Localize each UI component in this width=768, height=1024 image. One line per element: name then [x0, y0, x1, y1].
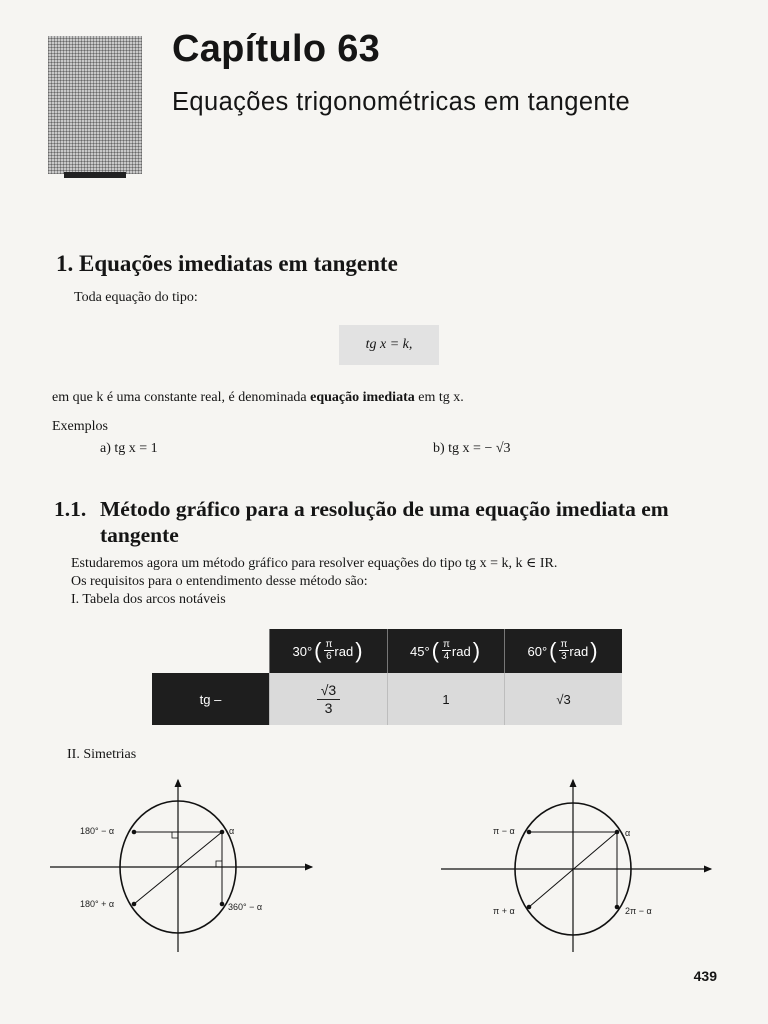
point-tr — [615, 830, 620, 835]
right-angle-mark — [216, 861, 222, 867]
table-header-30: 30° ( $\frac{\pi}{6}$ rad ) — [269, 629, 387, 673]
table-value-60 — [504, 673, 622, 725]
rad-denominator: 6 — [326, 651, 332, 662]
right-angle-mark — [172, 832, 178, 838]
table-value-30 — [269, 673, 387, 725]
label-bl: 180° + α — [80, 899, 115, 909]
section-1-1-heading-line2: tangente — [100, 523, 179, 547]
chapter-title: Equações trigonométricas em tangente — [172, 88, 631, 116]
rad-numerator: π — [325, 639, 333, 650]
point-bl — [132, 902, 137, 907]
label-tr: α — [229, 826, 235, 836]
rad-unit: rad — [334, 643, 354, 659]
row-label-tg: tg — [199, 691, 211, 707]
formula-text: tg x = k, — [365, 337, 413, 352]
rad-numerator: π — [442, 639, 450, 650]
table-row-label: tg – — [152, 673, 269, 725]
point-br — [615, 905, 620, 910]
label-bl: π + α — [493, 906, 515, 916]
header-degrees: 30° — [292, 643, 313, 659]
value-text: √3 — [556, 691, 571, 707]
notable-arcs-table — [152, 629, 622, 725]
value-denominator: 3 — [317, 699, 341, 716]
rad-denominator: 3 — [561, 651, 567, 662]
section-1-heading: 1. Equações imediatas em tangente — [56, 251, 398, 276]
requirement-item-2: II. Simetrias — [67, 747, 137, 762]
intro-text: Toda equação do tipo: — [74, 290, 198, 305]
label-tl: π − α — [493, 826, 515, 836]
point-tr — [220, 830, 225, 835]
header-degrees: 60° — [527, 643, 548, 659]
value-numerator: √3 — [320, 682, 337, 699]
requirement-item-1: I. Tabela dos arcos notáveis — [71, 592, 226, 607]
definition-bold: equação imediata — [310, 390, 415, 405]
rad-unit: rad — [451, 643, 471, 659]
examples-label: Exemplos — [52, 419, 108, 434]
symmetry-diagram-radians — [435, 770, 725, 960]
method-paragraph-2: Os requisitos para o entendimento desse método são: — [71, 574, 368, 589]
page-number: 439 — [693, 968, 717, 984]
example-a: a) tg x = 1 — [100, 441, 158, 456]
label-br: 2π − α — [625, 906, 652, 916]
chapter-decoration — [48, 36, 142, 174]
section-1-1-number: 1.1. — [54, 497, 87, 521]
definition-pre: em que k é uma constante real, é denominada — [52, 390, 311, 405]
section-1-1-heading — [54, 496, 724, 548]
method-paragraph-1: Estudaremos agora um método gráfico para resolver equações do tipo tg x = k, k ∈ IR. — [71, 556, 558, 571]
section-1-1-heading-line1: Método gráfico para a resolução de uma equação imediata em — [100, 497, 669, 521]
rad-denominator: 4 — [443, 651, 450, 662]
definition-post: em tg x. — [414, 390, 464, 405]
label-tl: 180° − α — [80, 826, 115, 836]
example-b: b) tg x = − √3 — [433, 441, 511, 456]
symmetry-diagram-degrees — [40, 770, 330, 960]
value-text: 1 — [442, 691, 450, 707]
point-tl — [527, 830, 532, 835]
table-value-45 — [387, 673, 504, 725]
point-br — [220, 902, 225, 907]
rad-numerator: π — [560, 639, 568, 650]
formula-box — [339, 325, 439, 365]
label-br: 360° − α — [228, 902, 263, 912]
definition-text — [52, 389, 464, 407]
table-header-60: 60° ( $\frac{\pi}{3}$ rad ) — [504, 629, 622, 673]
label-tr: α — [625, 828, 631, 838]
point-tl — [132, 830, 137, 835]
rad-unit: rad — [569, 643, 589, 659]
point-bl — [527, 905, 532, 910]
chapter-number: Capítulo 63 — [172, 28, 381, 70]
table-header-45: 45° ( $\frac{\pi}{4}$ rad ) — [387, 629, 504, 673]
chapter-decoration-bar — [64, 172, 126, 178]
header-degrees: 45° — [409, 643, 430, 659]
